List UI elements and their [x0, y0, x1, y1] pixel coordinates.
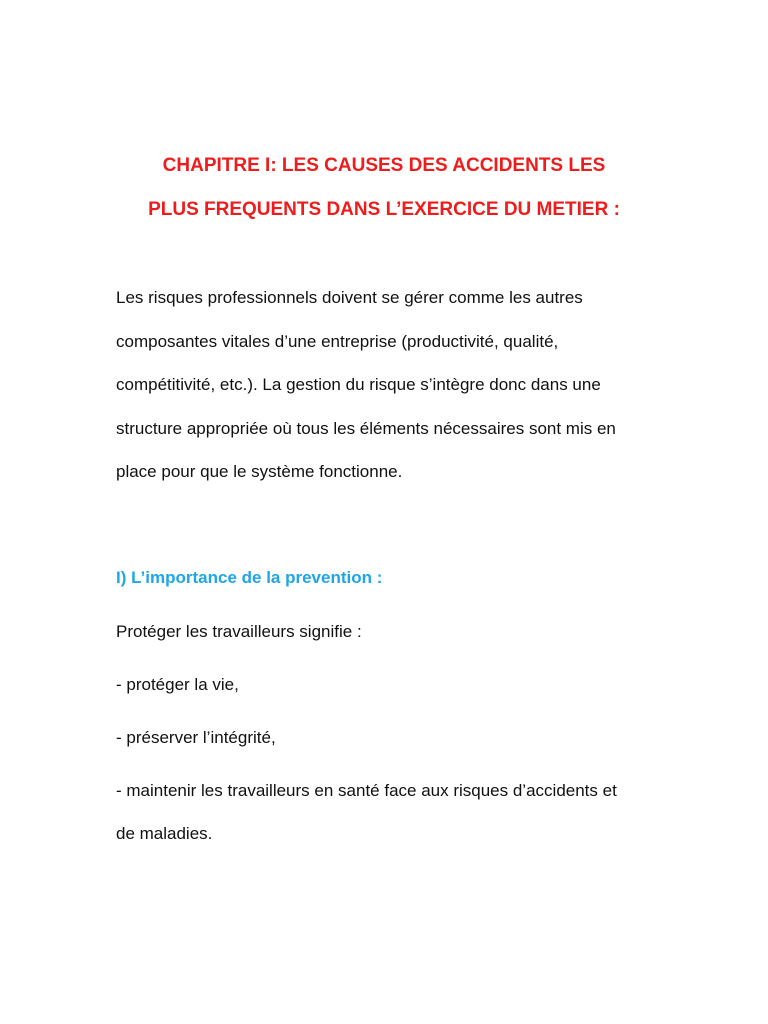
intro-paragraph [116, 276, 676, 494]
section-list-item: - protéger la vie, [116, 675, 239, 694]
section-list-item: - maintenir les travailleurs en santé face aux risques d’accidents et [116, 781, 617, 800]
chapter-title-line-1: CHAPITRE I: LES CAUSES DES ACCIDENTS LES [162, 155, 606, 176]
chapter-title-line-2: PLUS FREQUENTS DANS L’EXERCICE DU METIER : [148, 199, 620, 220]
section-list-item-continuation: de maladies. [116, 824, 213, 843]
intro-line: structure appropriée où tous les éléments nécessaires sont mis en [116, 418, 616, 438]
section-line: Protéger les travailleurs signifie : [116, 622, 362, 641]
intro-line: Les risques professionnels doivent se gérer comme les autres [116, 288, 583, 307]
intro-line: compétitivité, etc.). La gestion du risque s’intègre donc dans une [116, 375, 601, 394]
intro-line: composantes vitales d’une entreprise (productivité, qualité, [116, 331, 559, 351]
section-heading: I) L’importance de la prevention : [116, 568, 383, 587]
section-list-item: - préserver l’intégrité, [116, 728, 276, 747]
intro-line: place pour que le système fonctionne. [116, 462, 403, 481]
chapter-title [0, 144, 768, 232]
